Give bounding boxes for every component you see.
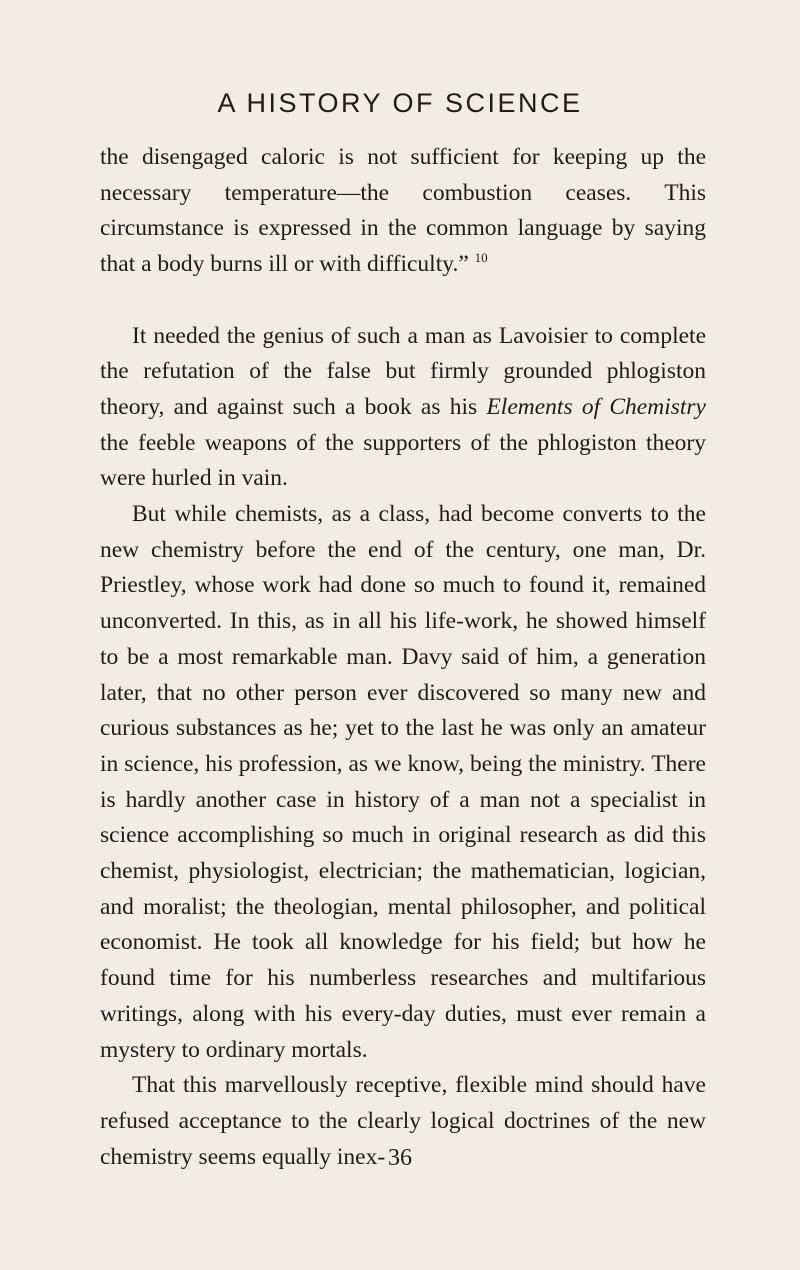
paragraph-text: the disengaged caloric is not sufficient for keeping up the necessary temperature—the combustion ceases. This circumstance is expressed in the common language by saying that a body burns ill or with difficulty.” bbox=[100, 144, 706, 278]
running-head-title: A HISTORY OF SCIENCE bbox=[217, 88, 583, 118]
paragraph-text: the feeble weapons of the supporters of the phlogiston theory were hurled in vain. bbox=[100, 429, 706, 492]
paragraph-text: That this marvellously receptive, flexible mind should have refused acceptance to the clearly logical doctrines of the new chemistry seems equally inex- bbox=[100, 1072, 706, 1170]
body-text bbox=[100, 140, 706, 1175]
paragraph-lavoisier bbox=[100, 319, 706, 498]
footnote-reference: 10 bbox=[474, 250, 488, 266]
paragraph-priestley bbox=[100, 497, 706, 1068]
page-number: 36 bbox=[388, 1145, 412, 1171]
paragraph-text: But while chemists, as a class, had become converts to the new chemistry before the end of the century, one man, Dr. Priestley, whose work had done so much to found it, remained unconverted. In this, as in all his life-work, he showed himself to be a most remarkable man. Davy said of him, a generation later, that no other person ever discovered so many new and curious substances as he; yet to the last he was only an amateur in science, his profession, as we know, being the ministry. There is hardly another case in history of a man not a specialist in science accomplishing so much in original research as did this chemist, physiologist, electrician; the mathematician, logician, and moralist; the theologian, mental philosopher, and political economist. He took all knowledge for his field; but how he found time for his numberless researches and multifarious writings, along with his every-day duties, must ever remain a mystery to ordinary mortals. bbox=[100, 501, 706, 1063]
book-title: Elements of Chemistry bbox=[486, 393, 706, 420]
paragraph-text: It needed the genius of such a man as Lavoisier to complete the refutation of the false but firmly grounded phlogiston theory, and against such a book as his bbox=[100, 322, 706, 420]
paragraph-continuation bbox=[100, 140, 706, 283]
